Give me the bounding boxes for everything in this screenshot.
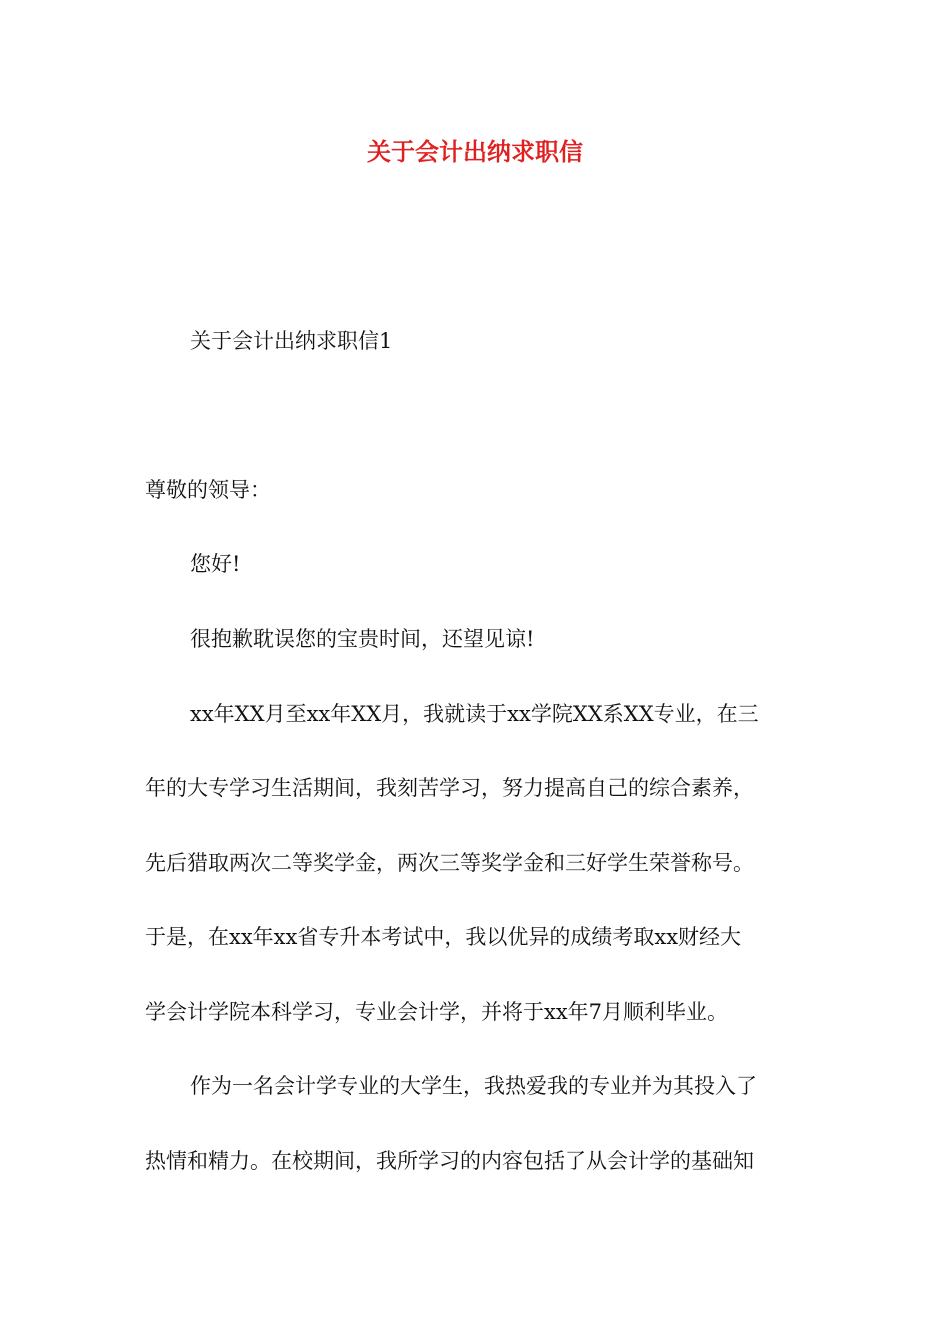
paragraph-line: 先后猎取两次二等奖学金，两次三等奖学金和三好学生荣誉称号。 <box>145 851 754 875</box>
paragraph-line: 热情和精力。在校期间，我所学习的内容包括了从会计学的基础知 <box>145 1149 754 1173</box>
section-heading: 关于会计出纳求职信1 <box>190 329 393 353</box>
paragraph-line: 年的大专学习生活期间，我刻苦学习，努力提高自己的综合素养， <box>145 776 754 800</box>
apology-line: 很抱歉耽误您的宝贵时间，还望见谅! <box>190 627 535 651</box>
salutation: 尊敬的领导： <box>145 478 271 502</box>
paragraph-line: 于是，在xx年xx省专升本考试中，我以优异的成绩考取xx财经大 <box>145 925 742 949</box>
paragraph-line: 作为一名会计学专业的大学生，我热爱我的专业并为其投入了 <box>190 1074 757 1098</box>
paragraph-line: xx年XX月至xx年XX月，我就读于xx学院XX系XX专业，在三 <box>190 702 759 726</box>
greeting-line: 您好! <box>190 552 241 576</box>
document-title: 关于会计出纳求职信 <box>367 137 583 166</box>
paragraph-line: 学会计学院本科学习，专业会计学，并将于xx年7月顺利毕业。 <box>145 1000 729 1024</box>
